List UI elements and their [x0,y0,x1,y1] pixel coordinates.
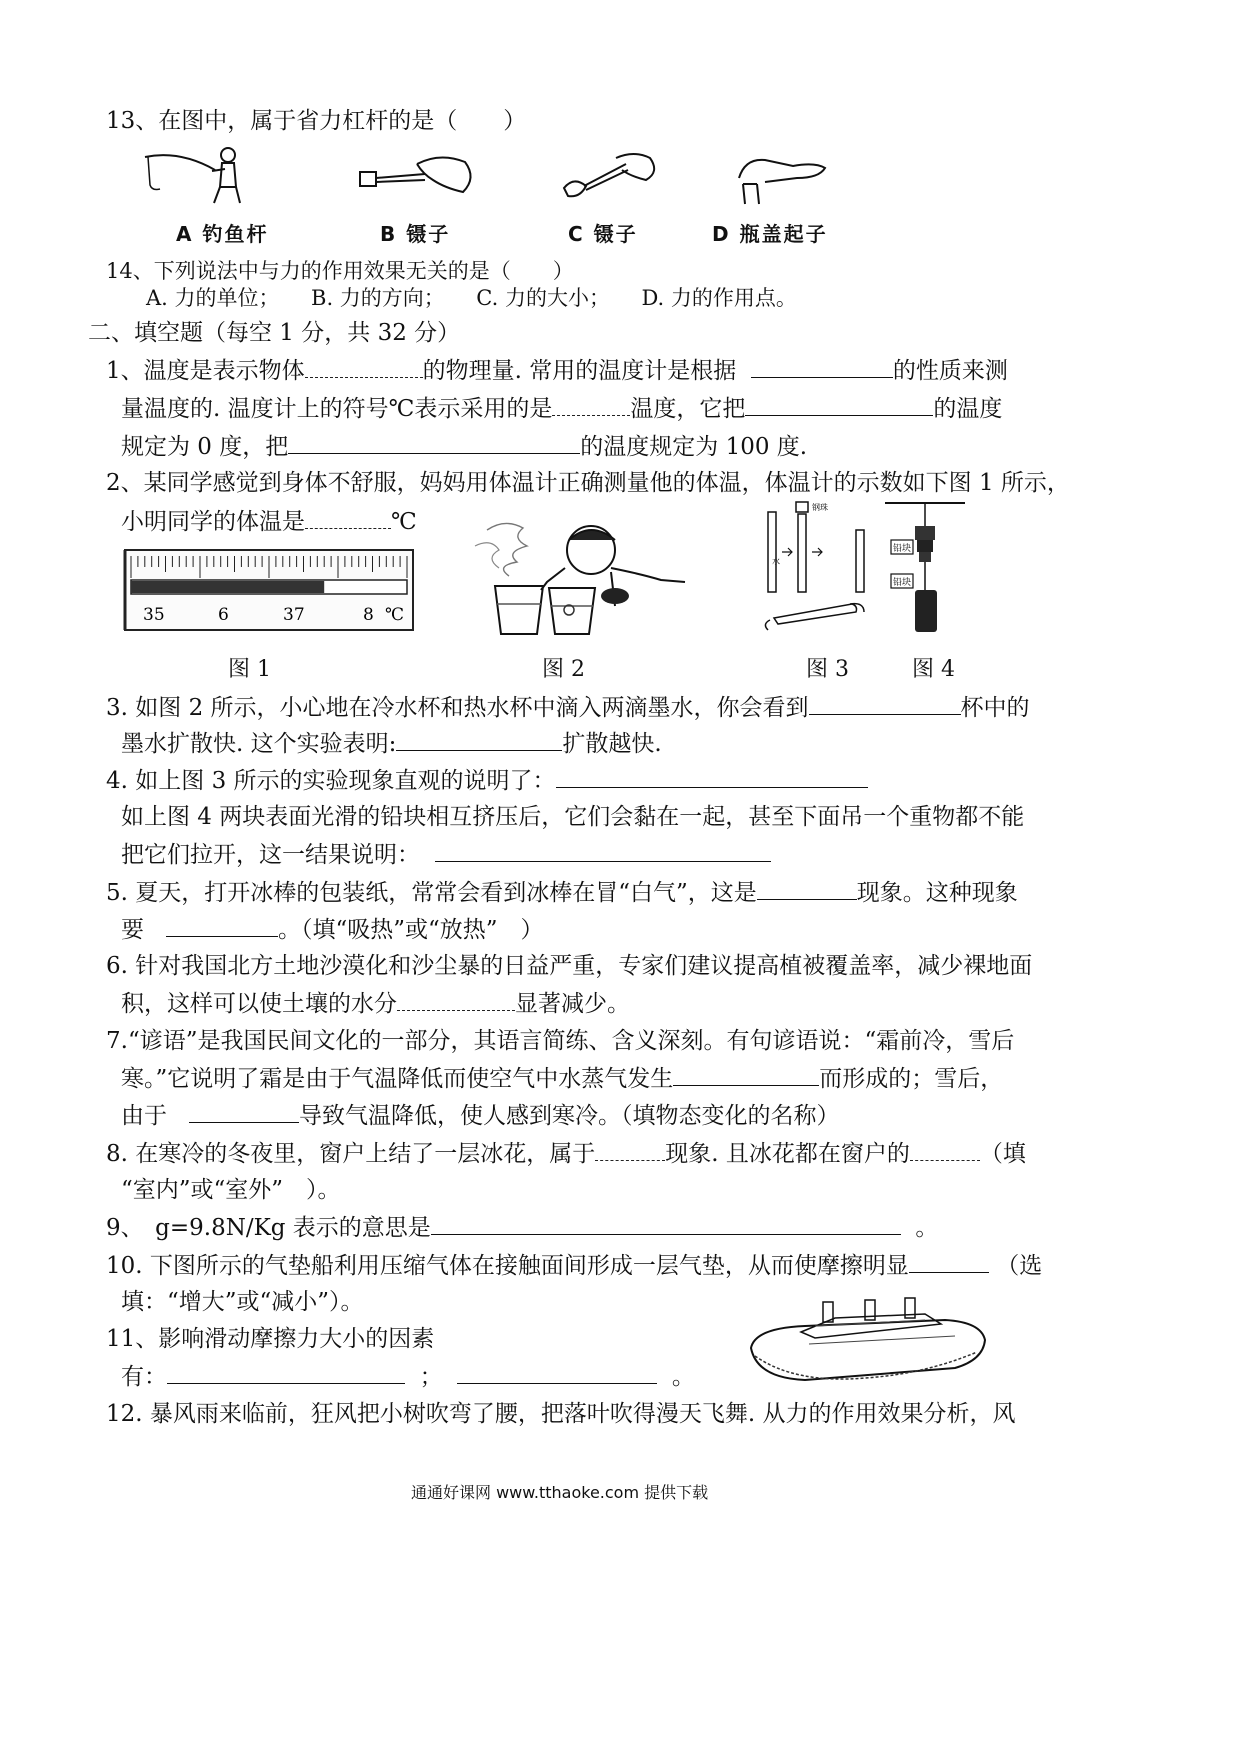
diffusion-experiment-figure [465,516,690,641]
f3-line1: 3. 如图 2 所示，小心地在冷水杯和热水杯中滴入两滴墨水，你会看到 杯中的 [106,692,1030,723]
q14-options: A. 力的单位； B. 力的方向； C. 力的大小； D. 力的作用点。 [146,286,797,310]
f1-line1: 1、温度是表示物体 的物理量. 常用的温度计是根据 的性质来测 [106,355,1008,386]
f2-line2: 小明同学的体温是 ℃ [121,506,417,537]
f2-line1: 2、某同学感觉到身体不舒服，妈妈用体温计正确测量他的体温，体温计的示数如下图 1 所示， [106,470,1070,496]
f10-line1: 10. 下图所示的气垫船利用压缩气体在接触面间形成一层气垫，从而使摩擦明显 （选 [106,1250,1042,1281]
f12-line1: 12. 暴风雨来临前，狂风把小树吹弯了腰，把落叶吹得漫天飞舞. 从力的作用效果分析，风 [106,1401,1016,1427]
hovercraft-illustration [745,1298,990,1390]
f11-line1: 11、影响滑动摩擦力大小的因素 [106,1326,435,1352]
f1-line2: 量温度的. 温度计上的符号℃表示采用的是 温度，它把 的温度 [121,393,1002,424]
fishing-rod-illustration [140,145,260,205]
fig3-label: 钢珠 [812,503,828,512]
thermo-label-36: 6 [218,605,229,625]
f4-line2: 如上图 4 两块表面光滑的铅块相互挤压后，它们会黏在一起，甚至下面吊一个重物都不能 [121,804,1025,830]
f4-line3: 把它们拉开，这一结果说明： [121,839,771,870]
f11-line2: 有： ； 。 [121,1361,695,1392]
section-title: 二、填空题（每空 1 分，共 32 分） [88,320,461,346]
q13-stem: 13、在图中，属于省力杠杆的是（ ） [106,108,527,134]
thermometer-mercury [131,581,324,593]
f4-line1: 4. 如上图 3 所示的实验现象直观的说明了： [106,765,868,796]
q13-option-a: A 钓鱼杆 [176,222,269,246]
tweezers-illustration [355,150,485,200]
thermo-label-38: 8 [363,605,374,625]
f5-line1: 5. 夏天，打开冰棒的包装纸，常常会看到冰棒在冒“白气”，这是 现象。这种现象 [106,877,1018,908]
bottle-opener-illustration [735,148,835,208]
f6-line2: 积，这样可以使土壤的水分 显著减少。 [121,988,630,1019]
q13-option-b: B 镊子 [380,222,451,246]
thermo-label-unit: ℃ [385,605,405,625]
lead-blocks-figure [885,500,975,640]
q14-stem: 14、下列说法中与力的作用效果无关的是（ ） [106,259,574,283]
thermo-label-37: 37 [283,605,305,625]
f9-line1: 9、 g=9.8N/Kg 表示的意思是 。 [106,1212,938,1243]
figure-caption-1: 图 1 [228,657,271,682]
fig4-top-label: 铅块 [893,544,912,554]
f8-line1: 8. 在寒冷的冬夜里，窗户上结了一层冰花，属于 现象. 且冰花都在窗户的 （填 [106,1138,1026,1169]
footer-text: 通通好课网 www.tthaoke.com 提供下载 [411,1483,709,1502]
f10-line2: 填：“增大”或“减小”）。 [121,1289,364,1315]
f7-line2: 寒。”它说明了霜是由于气温降低而使空气中水蒸气发生 而形成的；雪后， [121,1063,1003,1094]
f7-line3: 由于 导致气温降低，使人感到寒冷。（填物态变化的名称） [121,1100,839,1131]
f3-line2: 墨水扩散快. 这个实验表明: 扩散越快. [121,728,662,759]
figure-caption-4: 图 4 [912,657,955,682]
figure-caption-2: 图 2 [542,657,585,682]
thermo-label-35: 35 [143,605,165,625]
f5-line2: 要 。（填“吸热”或“放热” ） [121,914,543,945]
fig3-water: 水 [772,557,780,566]
thermometer-figure [123,548,415,632]
fig4-bottom-label: 铅块 [893,578,912,588]
tweezers-c-illustration [560,150,670,205]
q13-option-d: D 瓶盖起子 [712,222,828,246]
f8-line2: “室内”或“室外” ）。 [121,1177,341,1203]
q13-option-c: C 镊子 [568,222,638,246]
f7-line1: 7.“谚语”是我国民间文化的一部分，其语言简练、含义深刻。有句谚语说：“霜前冷，雪后 [106,1028,1015,1054]
f6-line1: 6. 针对我国北方土地沙漠化和沙尘暴的日益严重，专家们建议提高植被覆盖率，减少裸地面 [106,953,1033,979]
figure-caption-3: 图 3 [806,657,849,682]
f1-line3: 规定为 0 度，把 的温度规定为 100 度. [121,431,807,462]
tube-experiment-figure [760,500,882,635]
